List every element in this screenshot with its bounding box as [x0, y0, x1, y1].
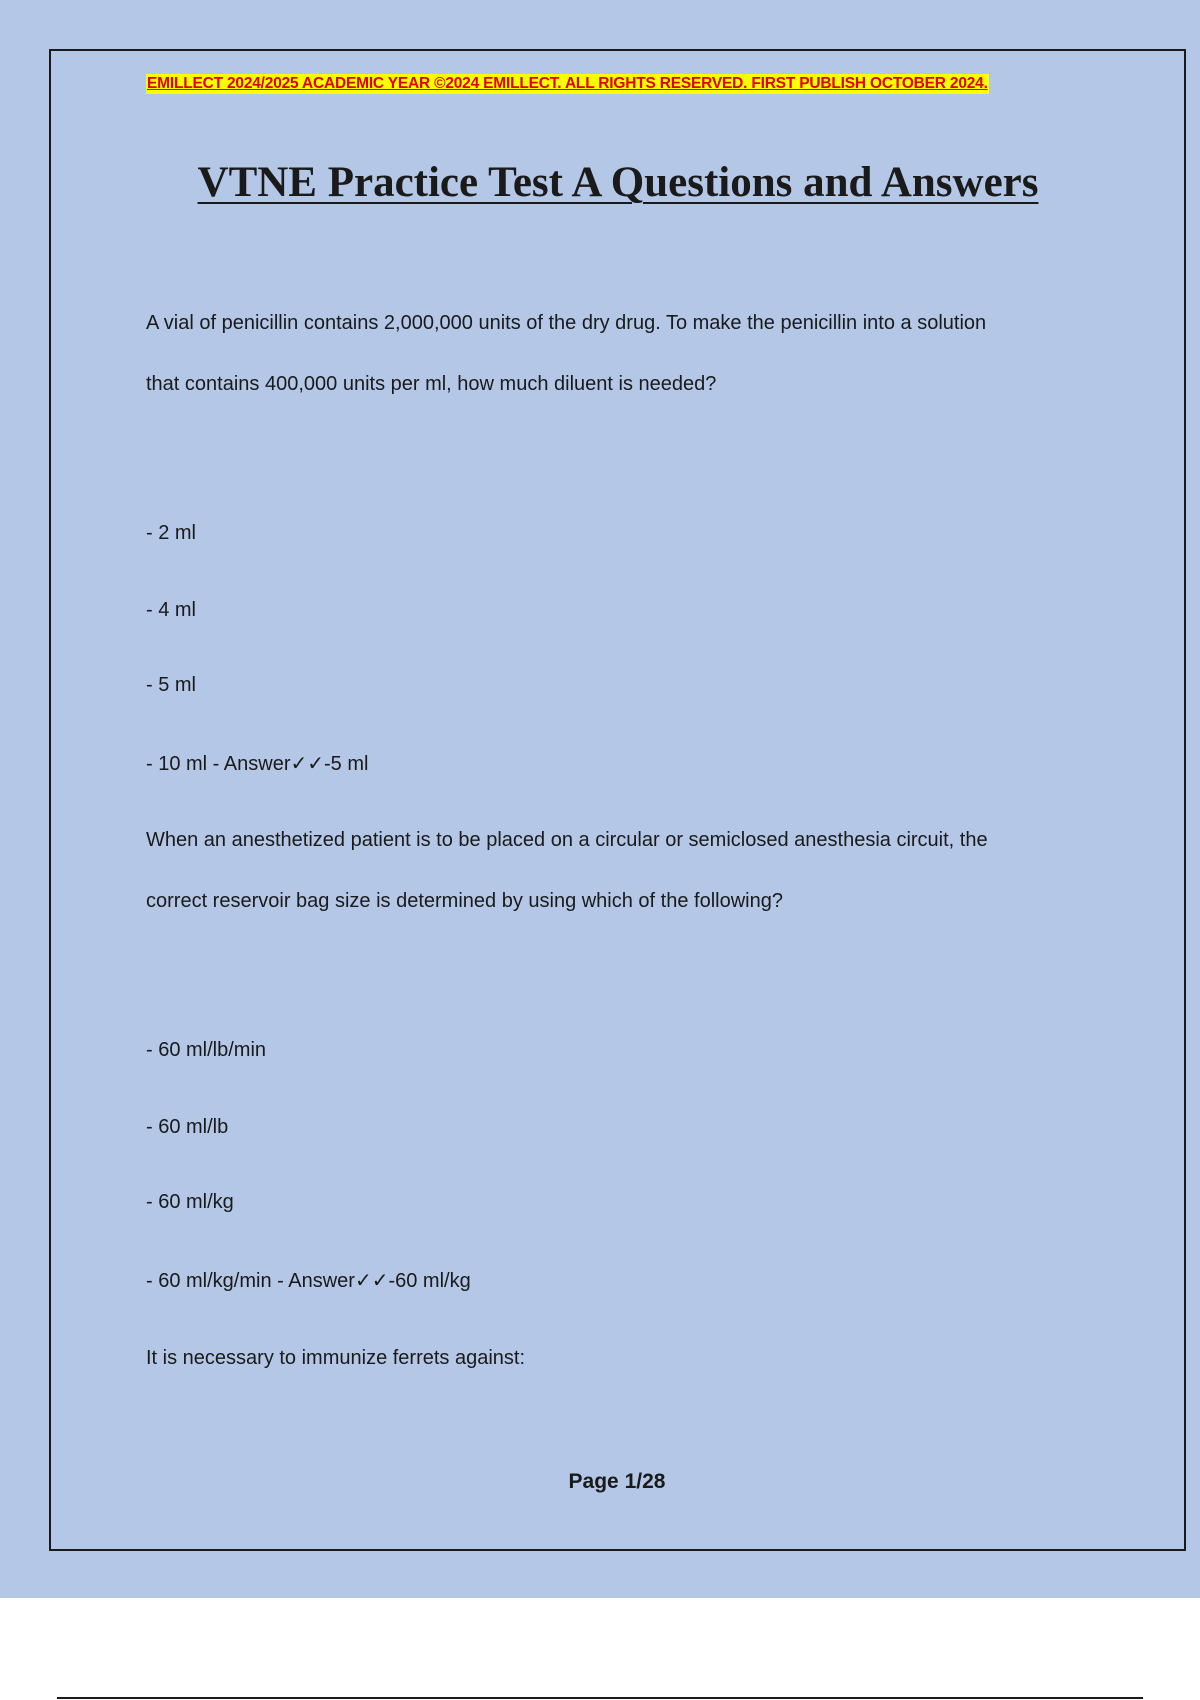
- page-number: Page 1/28: [568, 1470, 666, 1493]
- copyright-banner: EMILLECT 2024/2025 ACADEMIC YEAR ©2024 EMILLECT. ALL RIGHTS RESERVED. FIRST PUBLISH OCTOBER 2024.: [147, 75, 988, 92]
- question-2-option-3: - 60 ml/kg: [146, 1191, 234, 1213]
- bottom-divider: [57, 1697, 1143, 1699]
- question-1-line-2: that contains 400,000 units per ml, how much diluent is needed?: [146, 373, 717, 395]
- question-1-line-1: A vial of penicillin contains 2,000,000 units of the dry drug. To make the penicillin into a solution: [146, 312, 987, 334]
- page-border: [49, 49, 1186, 1551]
- question-1-option-4-answer: - 10 ml - Answer✓✓-5 ml: [146, 753, 369, 775]
- question-2-option-2: - 60 ml/lb: [146, 1116, 229, 1138]
- question-1-option-1: - 2 ml: [146, 522, 196, 544]
- question-2-line-1: When an anesthetized patient is to be placed on a circular or semiclosed anesthesia circuit, the: [146, 829, 988, 851]
- question-2-option-1: - 60 ml/lb/min: [146, 1039, 267, 1061]
- question-2-option-4-answer: - 60 ml/kg/min - Answer✓✓-60 ml/kg: [146, 1270, 471, 1292]
- document-title: VTNE Practice Test A Questions and Answers: [197, 159, 1039, 206]
- question-2-line-2: correct reservoir bag size is determined by using which of the following?: [146, 890, 783, 912]
- question-1-option-2: - 4 ml: [146, 599, 196, 621]
- question-1-option-3: - 5 ml: [146, 674, 196, 696]
- question-3-line-1: It is necessary to immunize ferrets against:: [146, 1347, 526, 1369]
